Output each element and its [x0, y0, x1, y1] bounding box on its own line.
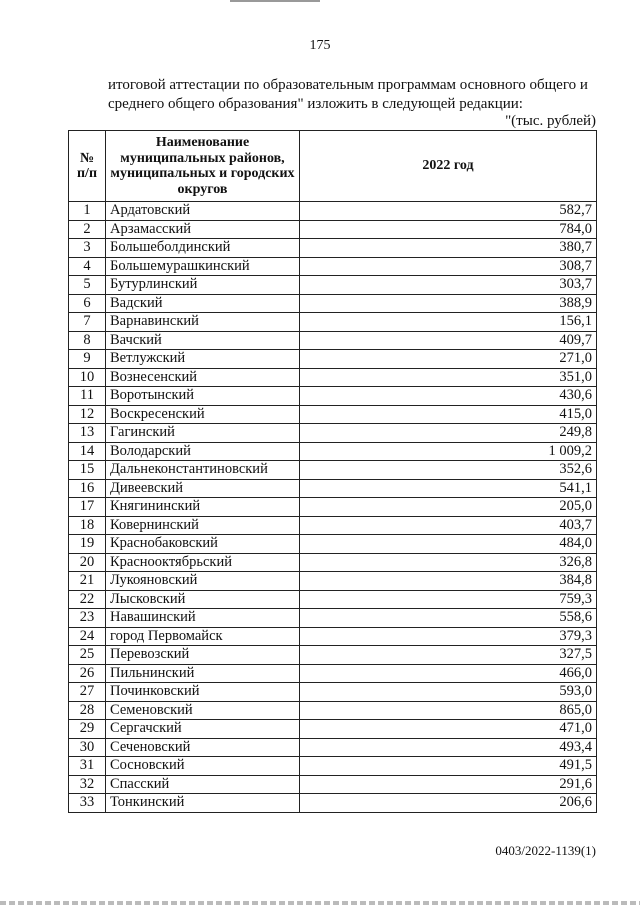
district-name: Ветлужский [106, 350, 300, 369]
district-name: Княгининский [106, 498, 300, 517]
row-number: 14 [69, 442, 106, 461]
row-number: 17 [69, 498, 106, 517]
value-2022: 352,6 [300, 461, 597, 480]
district-name: Сергачский [106, 720, 300, 739]
table-row [69, 535, 597, 554]
table-row [69, 331, 597, 350]
table-row [69, 498, 597, 517]
value-2022: 351,0 [300, 368, 597, 387]
value-2022: 1 009,2 [300, 442, 597, 461]
district-name: Вадский [106, 294, 300, 313]
table-row [69, 516, 597, 535]
value-2022: 541,1 [300, 479, 597, 498]
table-header-row [69, 131, 597, 202]
district-name: Воскресенский [106, 405, 300, 424]
district-name: Сеченовский [106, 738, 300, 757]
value-2022: 409,7 [300, 331, 597, 350]
table-row [69, 757, 597, 776]
value-2022: 865,0 [300, 701, 597, 720]
value-2022: 271,0 [300, 350, 597, 369]
district-name: Семеновский [106, 701, 300, 720]
table-row [69, 461, 597, 480]
table-row [69, 664, 597, 683]
value-2022: 403,7 [300, 516, 597, 535]
intro-line-1: итоговой аттестации по образовательным программам основного общего и [108, 77, 588, 93]
row-number: 19 [69, 535, 106, 554]
table-row [69, 387, 597, 406]
row-number: 26 [69, 664, 106, 683]
district-name: Спасский [106, 775, 300, 794]
district-name: Арзамасский [106, 220, 300, 239]
table-row [69, 572, 597, 591]
row-number: 18 [69, 516, 106, 535]
table-row [69, 553, 597, 572]
value-2022: 303,7 [300, 276, 597, 295]
district-name: Сосновский [106, 757, 300, 776]
value-2022: 379,3 [300, 627, 597, 646]
row-number: 27 [69, 683, 106, 702]
district-name: Краснооктябрьский [106, 553, 300, 572]
district-name: Навашинский [106, 609, 300, 628]
header-name: Наименование муниципальных районов, муниципальных и городских округов [106, 131, 300, 202]
row-number: 21 [69, 572, 106, 591]
row-number: 4 [69, 257, 106, 276]
row-number: 6 [69, 294, 106, 313]
row-number: 22 [69, 590, 106, 609]
value-2022: 415,0 [300, 405, 597, 424]
unit-label: "(тыс. рублей) [505, 113, 596, 129]
district-name: Вознесенский [106, 368, 300, 387]
row-number: 33 [69, 794, 106, 813]
table-row [69, 738, 597, 757]
table-row [69, 590, 597, 609]
table-row [69, 683, 597, 702]
row-number: 28 [69, 701, 106, 720]
row-number: 1 [69, 202, 106, 221]
district-name: Тонкинский [106, 794, 300, 813]
table-row [69, 701, 597, 720]
district-name: Варнавинский [106, 313, 300, 332]
value-2022: 205,0 [300, 498, 597, 517]
table-row [69, 775, 597, 794]
value-2022: 471,0 [300, 720, 597, 739]
value-2022: 784,0 [300, 220, 597, 239]
row-number: 20 [69, 553, 106, 572]
row-number: 7 [69, 313, 106, 332]
row-number: 2 [69, 220, 106, 239]
district-name: Ковернинский [106, 516, 300, 535]
value-2022: 156,1 [300, 313, 597, 332]
district-name: Большеболдинский [106, 239, 300, 258]
table-row [69, 627, 597, 646]
district-name: Большемурашкинский [106, 257, 300, 276]
row-number: 12 [69, 405, 106, 424]
row-number: 32 [69, 775, 106, 794]
table-row [69, 442, 597, 461]
scan-artifact-bottom [0, 901, 640, 905]
value-2022: 384,8 [300, 572, 597, 591]
value-2022: 558,6 [300, 609, 597, 628]
data-table [68, 130, 597, 813]
row-number: 25 [69, 646, 106, 665]
district-name: Лукояновский [106, 572, 300, 591]
district-name: Воротынский [106, 387, 300, 406]
header-year: 2022 год [300, 131, 597, 202]
value-2022: 388,9 [300, 294, 597, 313]
value-2022: 430,6 [300, 387, 597, 406]
row-number: 9 [69, 350, 106, 369]
table-row [69, 368, 597, 387]
table-row [69, 294, 597, 313]
table-row [69, 313, 597, 332]
value-2022: 249,8 [300, 424, 597, 443]
row-number: 8 [69, 331, 106, 350]
page-number: 175 [309, 38, 331, 53]
table-row [69, 405, 597, 424]
table-row [69, 720, 597, 739]
value-2022: 493,4 [300, 738, 597, 757]
row-number: 23 [69, 609, 106, 628]
district-name: Гагинский [106, 424, 300, 443]
row-number: 31 [69, 757, 106, 776]
district-name: Бутурлинский [106, 276, 300, 295]
value-2022: 466,0 [300, 664, 597, 683]
table-row [69, 609, 597, 628]
table-row [69, 479, 597, 498]
table-row [69, 276, 597, 295]
district-name: Вачский [106, 331, 300, 350]
district-name: Перевозский [106, 646, 300, 665]
table-row [69, 220, 597, 239]
row-number: 24 [69, 627, 106, 646]
district-name: Дальнеконстантиновский [106, 461, 300, 480]
row-number: 11 [69, 387, 106, 406]
row-number: 15 [69, 461, 106, 480]
district-name: город Первомайск [106, 627, 300, 646]
table-body [69, 202, 597, 813]
row-number: 10 [69, 368, 106, 387]
district-name: Лысковский [106, 590, 300, 609]
row-number: 16 [69, 479, 106, 498]
document-id: 0403/2022-1139(1) [495, 843, 596, 858]
row-number: 5 [69, 276, 106, 295]
table-row [69, 239, 597, 258]
row-number: 3 [69, 239, 106, 258]
value-2022: 291,6 [300, 775, 597, 794]
intro-paragraph [108, 76, 598, 114]
row-number: 29 [69, 720, 106, 739]
district-name: Починковский [106, 683, 300, 702]
value-2022: 326,8 [300, 553, 597, 572]
value-2022: 484,0 [300, 535, 597, 554]
row-number: 13 [69, 424, 106, 443]
district-name: Володарский [106, 442, 300, 461]
value-2022: 582,7 [300, 202, 597, 221]
district-name: Краснобаковский [106, 535, 300, 554]
intro-line-2: среднего общего образования" изложить в следующей редакции: [108, 96, 523, 112]
table-row [69, 646, 597, 665]
table-row [69, 794, 597, 813]
value-2022: 308,7 [300, 257, 597, 276]
scan-artifact-top [230, 0, 320, 2]
district-name: Ардатовский [106, 202, 300, 221]
table-row [69, 257, 597, 276]
row-number: 30 [69, 738, 106, 757]
table-row [69, 424, 597, 443]
value-2022: 327,5 [300, 646, 597, 665]
district-name: Пильнинский [106, 664, 300, 683]
district-name: Дивеевский [106, 479, 300, 498]
table-row [69, 202, 597, 221]
table-row [69, 350, 597, 369]
value-2022: 593,0 [300, 683, 597, 702]
value-2022: 759,3 [300, 590, 597, 609]
value-2022: 206,6 [300, 794, 597, 813]
value-2022: 380,7 [300, 239, 597, 258]
value-2022: 491,5 [300, 757, 597, 776]
header-num: № п/п [69, 131, 106, 202]
